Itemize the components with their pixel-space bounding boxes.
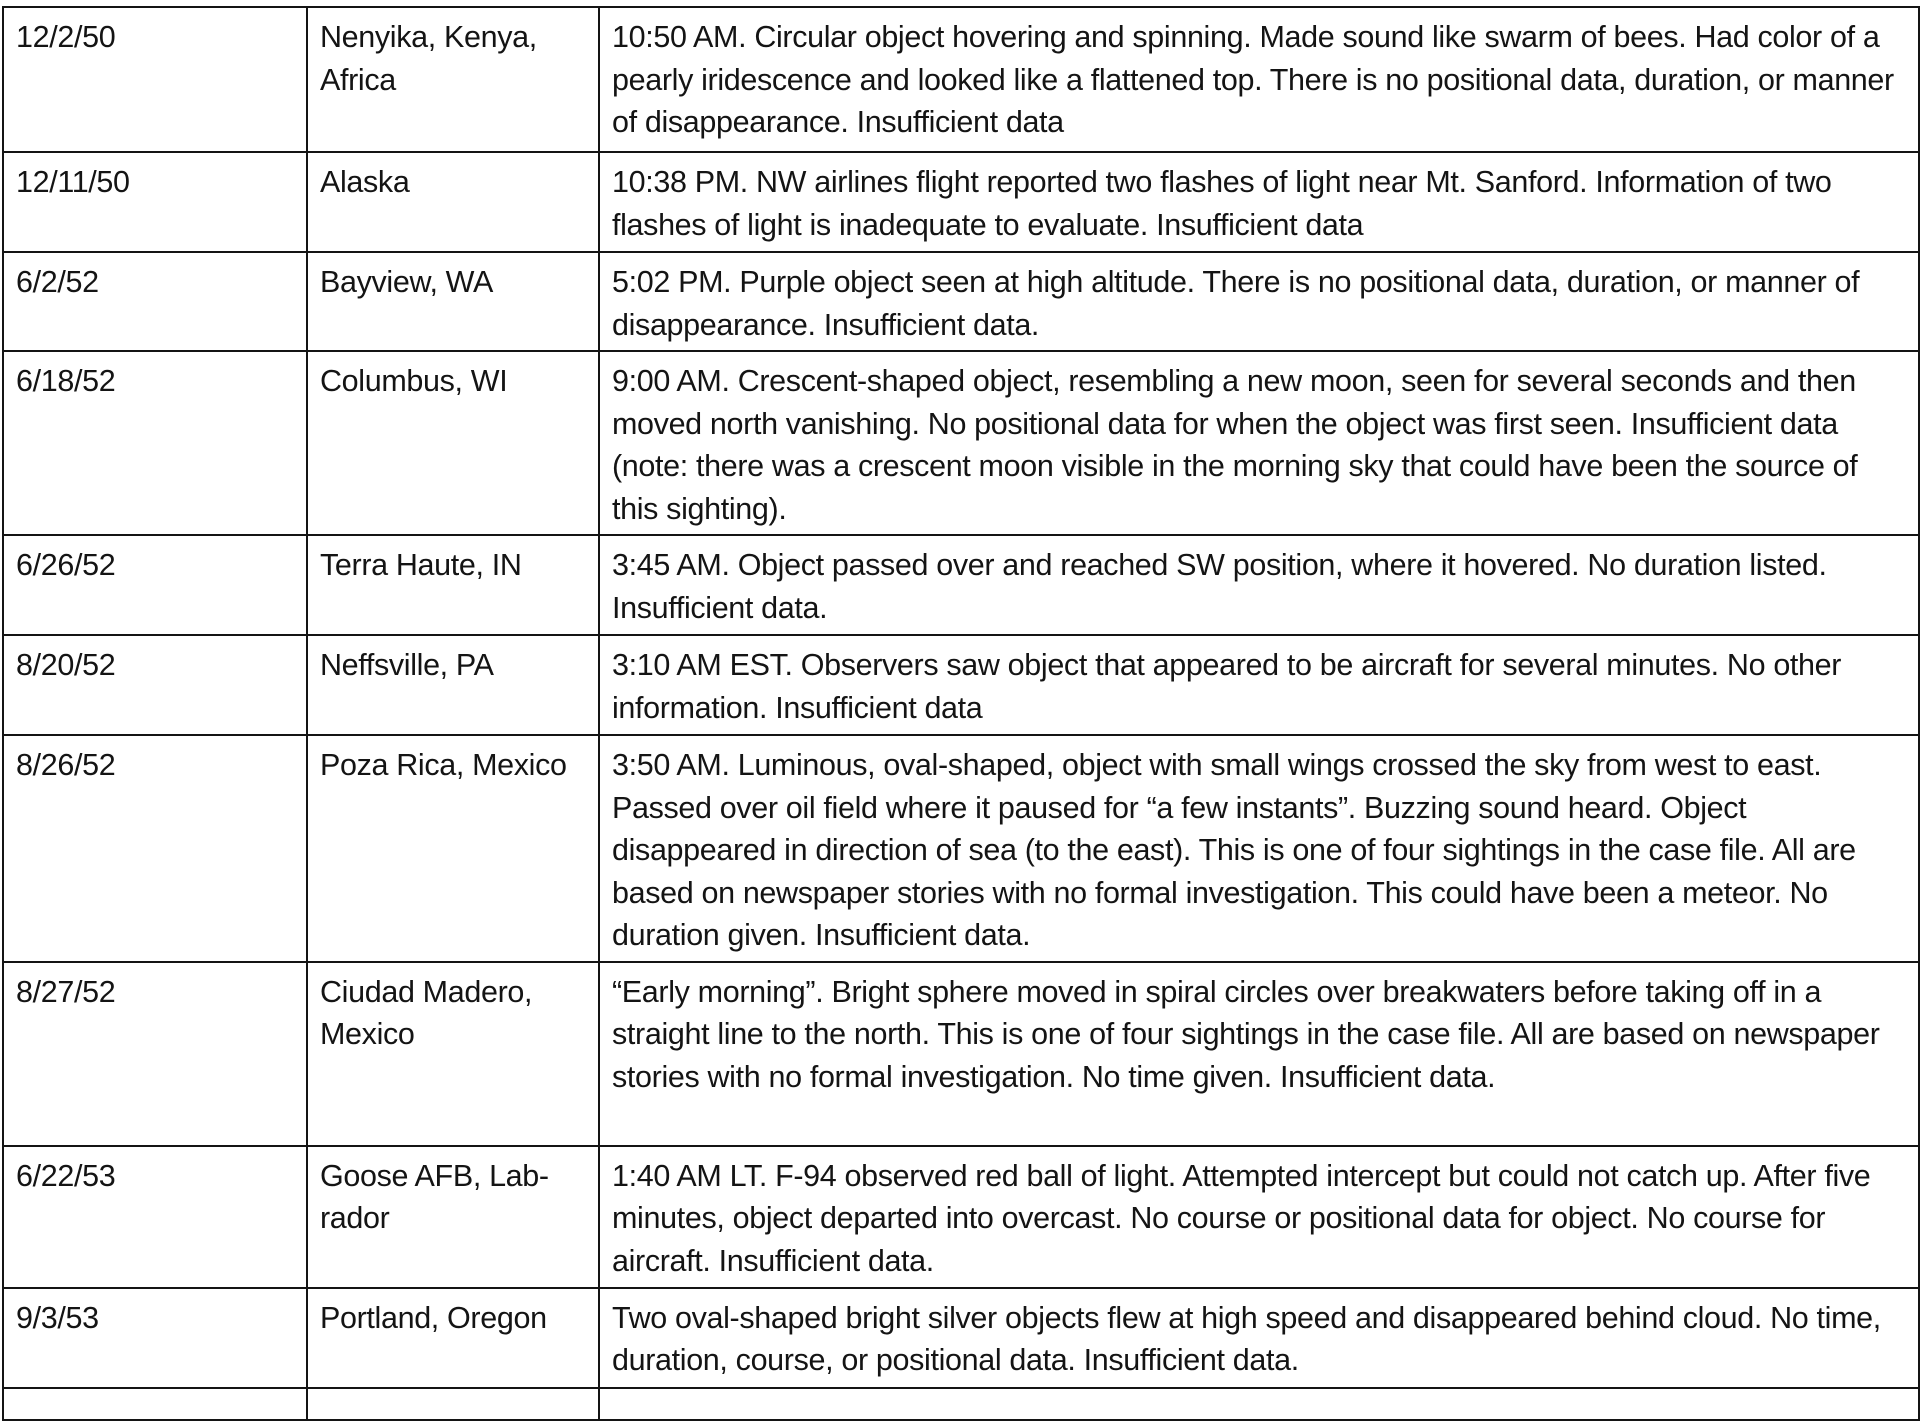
table-row xyxy=(3,735,1919,962)
location-cell: Nenyika, Kenya, Africa xyxy=(307,7,599,152)
description-cell: Two oval-shaped bright silver objects flew at high speed and disappeared behind cloud. No time, duration, course, or positional data. Insufficient data. xyxy=(599,1288,1919,1388)
description-cell: 10:38 PM. NW airlines flight reported two flashes of light near Mt. Sanford. Information of two flashes of light is inadequate to evaluate. Insufficient data xyxy=(599,152,1919,252)
date-cell: 9/3/53 xyxy=(3,1288,307,1388)
location-cell: Columbus, WI xyxy=(307,351,599,535)
table-row xyxy=(3,1288,1919,1388)
location-cell: Goose AFB, Lab-rador xyxy=(307,1146,599,1288)
table-row xyxy=(3,962,1919,1146)
date-cell-empty xyxy=(3,1388,307,1420)
description-cell: 9:00 AM. Crescent-shaped object, resembling a new moon, seen for several seconds and then moved north vanishing. No positional data for when the object was first seen. Insufficient data (note: there was a crescent moon visible in the morning sky that could have been the source of this sighting). xyxy=(599,351,1919,535)
description-cell: 10:50 AM. Circular object hovering and spinning. Made sound like swarm of bees. Had color of a pearly iridescence and looked like a flattened top. There is no positional data, duration, or manner of disappearance. Insufficient data xyxy=(599,7,1919,152)
date-cell: 6/22/53 xyxy=(3,1146,307,1288)
date-cell: 8/20/52 xyxy=(3,635,307,735)
date-cell: 8/27/52 xyxy=(3,962,307,1146)
date-cell: 8/26/52 xyxy=(3,735,307,962)
description-cell-empty xyxy=(599,1388,1919,1420)
location-cell: Portland, Oregon xyxy=(307,1288,599,1388)
description-cell: 1:40 AM LT. F-94 observed red ball of light. Attempted intercept but could not catch up. After five minutes, object departed into overcast. No course or positional data for object. No course for aircraft. Insufficient data. xyxy=(599,1146,1919,1288)
description-cell: 3:10 AM EST. Observers saw object that appeared to be aircraft for several minutes. No other information. Insufficient data xyxy=(599,635,1919,735)
date-cell: 12/2/50 xyxy=(3,7,307,152)
table-row xyxy=(3,152,1919,252)
description-cell: “Early morning”. Bright sphere moved in spiral circles over breakwaters before taking off in a straight line to the north. This is one of four sightings in the case file. All are based on newspaper stories with no formal investigation. No time given. Insufficient data. xyxy=(599,962,1919,1146)
date-cell: 6/26/52 xyxy=(3,535,307,635)
table-row xyxy=(3,351,1919,535)
table-row xyxy=(3,1146,1919,1288)
location-cell: Ciudad Madero, Mexico xyxy=(307,962,599,1146)
date-cell: 6/18/52 xyxy=(3,351,307,535)
sightings-table xyxy=(2,6,1920,1421)
location-cell-empty xyxy=(307,1388,599,1420)
location-cell: Alaska xyxy=(307,152,599,252)
location-cell: Terra Haute, IN xyxy=(307,535,599,635)
table-row xyxy=(3,535,1919,635)
table-row xyxy=(3,7,1919,152)
description-cell: 3:50 AM. Luminous, oval-shaped, object with small wings crossed the sky from west to east. Passed over oil field where it paused for “a few instants”. Buzzing sound heard. Object disappeared in direction of sea (to the east). This is one of four sightings in the case file. All are based on newspaper stories with no formal investigation. This could have been a meteor. No duration given. Insufficient data. xyxy=(599,735,1919,962)
location-cell: Poza Rica, Mexico xyxy=(307,735,599,962)
description-cell: 5:02 PM. Purple object seen at high altitude. There is no positional data, duration, or manner of disappearance. Insufficient data. xyxy=(599,252,1919,351)
date-cell: 12/11/50 xyxy=(3,152,307,252)
table-row-partial xyxy=(3,1388,1919,1420)
table-row xyxy=(3,635,1919,735)
table-row xyxy=(3,252,1919,351)
location-cell: Bayview, WA xyxy=(307,252,599,351)
location-cell: Neffsville, PA xyxy=(307,635,599,735)
date-cell: 6/2/52 xyxy=(3,252,307,351)
description-cell: 3:45 AM. Object passed over and reached SW position, where it hovered. No duration listed. Insufficient data. xyxy=(599,535,1919,635)
